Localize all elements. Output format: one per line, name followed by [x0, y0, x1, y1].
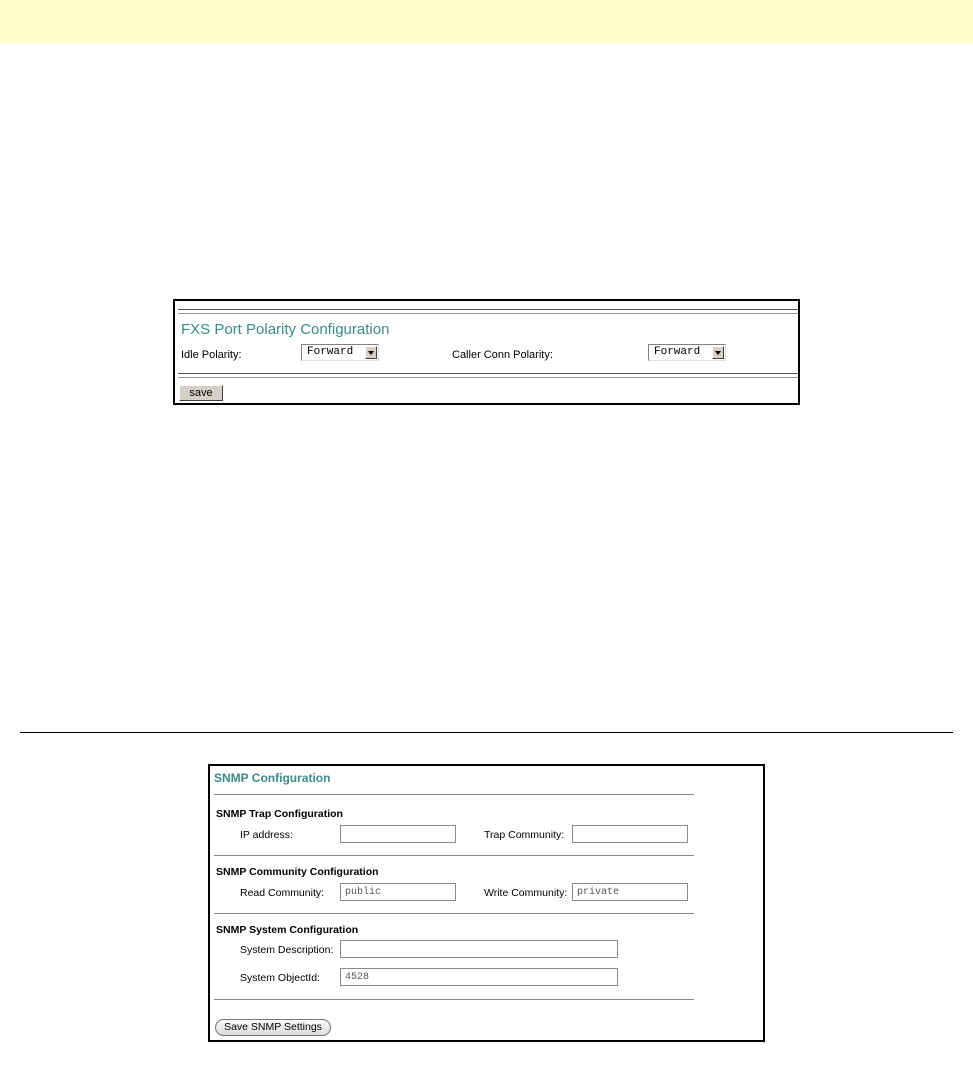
- write-community-input[interactable]: private: [572, 883, 688, 901]
- page-divider: [20, 732, 953, 733]
- save-snmp-settings-button[interactable]: Save SNMP Settings: [215, 1019, 331, 1036]
- fxs-bottom-divider: [178, 373, 798, 378]
- snmp-divider: [214, 794, 694, 795]
- caller-conn-polarity-select[interactable]: [648, 344, 726, 361]
- snmp-divider: [214, 855, 694, 856]
- snmp-community-heading: SNMP Community Configuration: [216, 866, 379, 878]
- trap-ip-label: IP address:: [240, 829, 293, 841]
- system-objectid-input[interactable]: 4528: [340, 968, 618, 986]
- trap-ip-input[interactable]: [340, 825, 456, 843]
- read-community-label: Read Community:: [240, 887, 325, 899]
- header-band: [0, 0, 973, 43]
- fxs-save-button[interactable]: save: [179, 385, 223, 401]
- fxs-polarity-panel: [173, 299, 800, 405]
- fxs-top-divider: [178, 309, 798, 314]
- chevron-down-icon[interactable]: [712, 346, 724, 359]
- idle-polarity-select[interactable]: [301, 344, 379, 361]
- chevron-down-icon[interactable]: [365, 346, 377, 359]
- trap-community-label: Trap Community:: [484, 829, 565, 841]
- system-description-input[interactable]: [340, 940, 618, 958]
- idle-polarity-label: Idle Polarity:: [181, 349, 242, 361]
- snmp-divider: [214, 913, 694, 914]
- system-objectid-label: System ObjectId:: [240, 972, 320, 984]
- fxs-panel-title: FXS Port Polarity Configuration: [181, 321, 390, 338]
- snmp-config-panel: [208, 764, 765, 1042]
- read-community-input[interactable]: public: [340, 883, 456, 901]
- caller-conn-polarity-value: Forward: [654, 346, 701, 358]
- idle-polarity-value: Forward: [307, 346, 354, 358]
- trap-community-input[interactable]: [572, 825, 688, 843]
- write-community-label: Write Community:: [484, 887, 568, 899]
- caller-conn-polarity-label: Caller Conn Polarity:: [452, 349, 553, 361]
- snmp-divider: [214, 999, 694, 1000]
- snmp-system-heading: SNMP System Configuration: [216, 924, 359, 936]
- system-description-label: System Description:: [240, 944, 334, 956]
- snmp-trap-heading: SNMP Trap Configuration: [216, 808, 343, 820]
- snmp-panel-title: SNMP Configuration: [214, 771, 331, 785]
